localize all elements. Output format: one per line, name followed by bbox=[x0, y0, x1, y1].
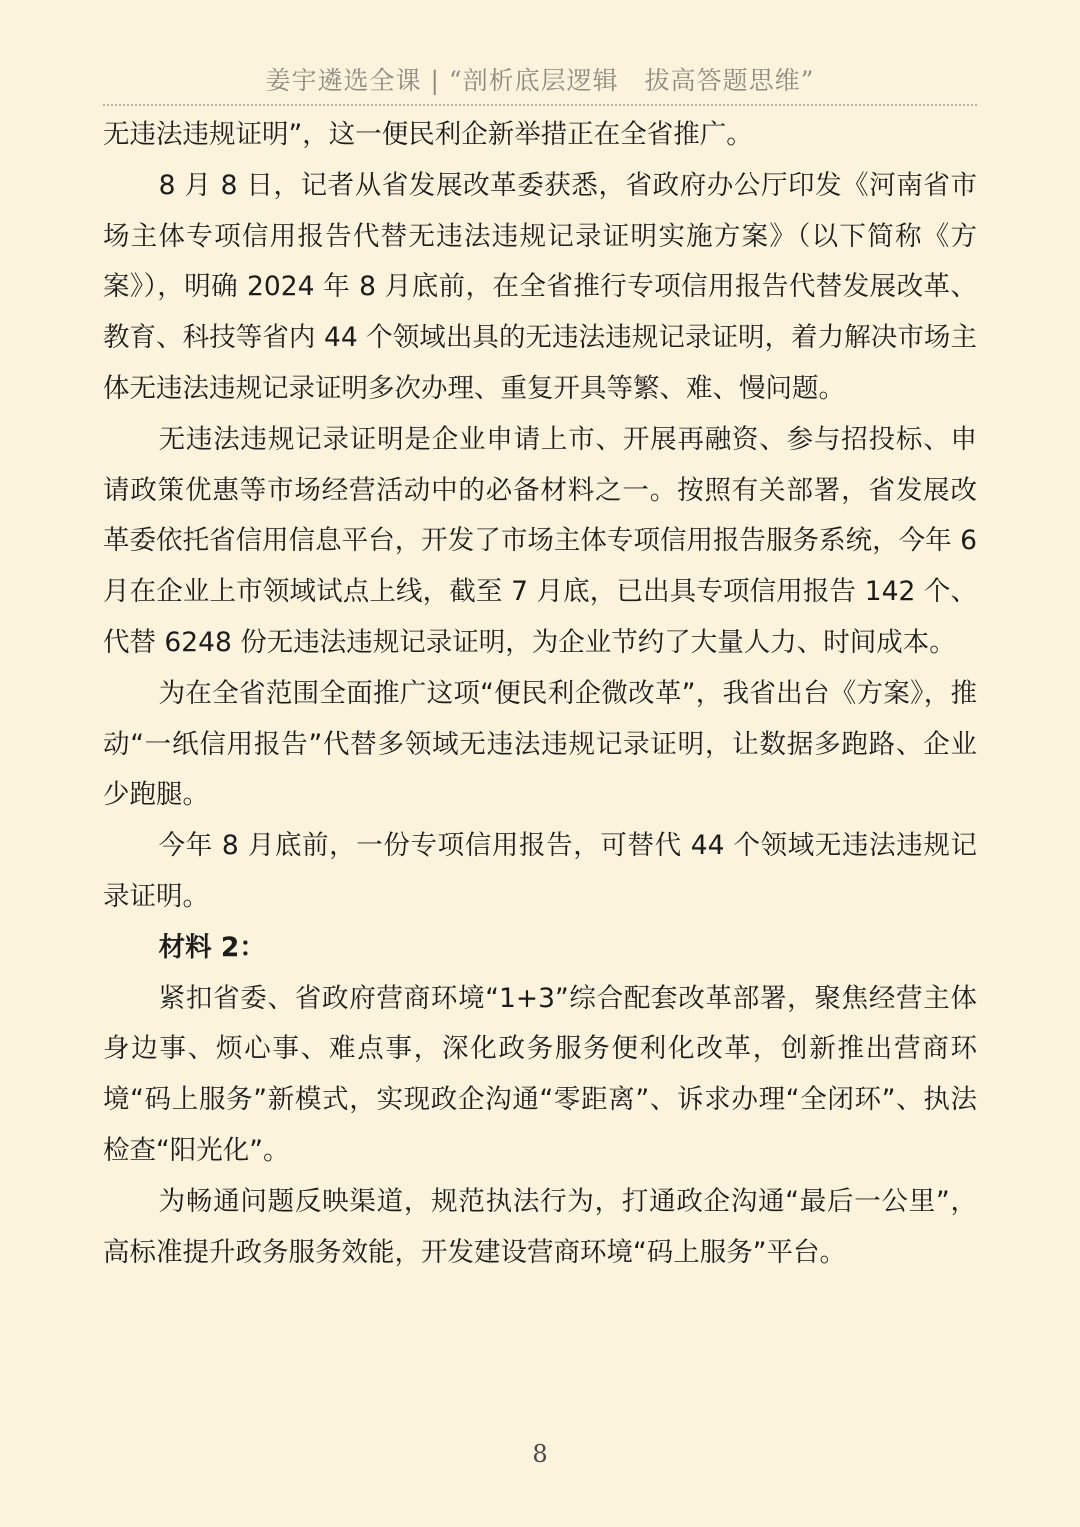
page-number: 8 bbox=[532, 1440, 548, 1468]
paragraph-announcement: 8 月 8 日，记者从省发展改革委获悉，省政府办公厅印发《河南省市场主体专项信用报告代替无违法违规记录证明实施方案》（以下简称《方案》），明确 2024 年 8 月底前，在全省推行专项信用报告代替发展改革、教育、科技等省内 44 个领域出具的无违法违规记录证明，着力解决市场主体无违法违规记录证明多次办理、重复开具等繁、难、慢问题。 bbox=[103, 169, 977, 404]
header-title: 姜宇遴选全课 | “剖析底层逻辑 拔高答题思维” bbox=[265, 66, 815, 95]
paragraph-platform: 为畅通问题反映渠道，规范执法行为，打通政企沟通“最后一公里”，高标准提升政务服务效能，开发建设营商环境“码上服务”平台。 bbox=[103, 1185, 977, 1268]
page-header bbox=[103, 62, 977, 106]
material-label: 材料 2： bbox=[158, 931, 266, 963]
paragraph-deadline: 今年 8 月底前，一份专项信用报告，可替代 44 个领域无违法违规记录证明。 bbox=[103, 830, 977, 912]
paragraph-reform: 紧扣省委、省政府营商环境“1+3”综合配套改革部署，聚焦经营主体身边事、烦心事、难点事，深化政务服务便利化改革，创新推出营商环境“码上服务”新模式，实现政企沟通“零距离”、诉求办理“全闭环”、执法检查“阳光化”。 bbox=[103, 982, 977, 1166]
document-body bbox=[103, 110, 977, 1278]
paragraph-promotion: 为在全省范围全面推广这项“便民利企微改革”，我省出台《方案》，推动“一纸信用报告”代替多领域无违法违规记录证明，让数据多跑路、企业少跑腿。 bbox=[103, 677, 977, 811]
paragraph-continuation: 无违法违规证明”，这一便民利企新举措正在全省推广。 bbox=[103, 119, 753, 150]
paragraph-background: 无违法违规记录证明是企业申请上市、开展再融资、参与招投标、申请政策优惠等市场经营活动中的必备材料之一。按照有关部署，省发展改革委依托省信用信息平台，开发了市场主体专项信用报告服务系统，今年 6 月在企业上市领域试点上线，截至 7 月底，已出具专项信用报告 142 个、代替 6248 份无违法违规记录证明，为企业节约了大量人力、时间成本。 bbox=[103, 423, 977, 658]
